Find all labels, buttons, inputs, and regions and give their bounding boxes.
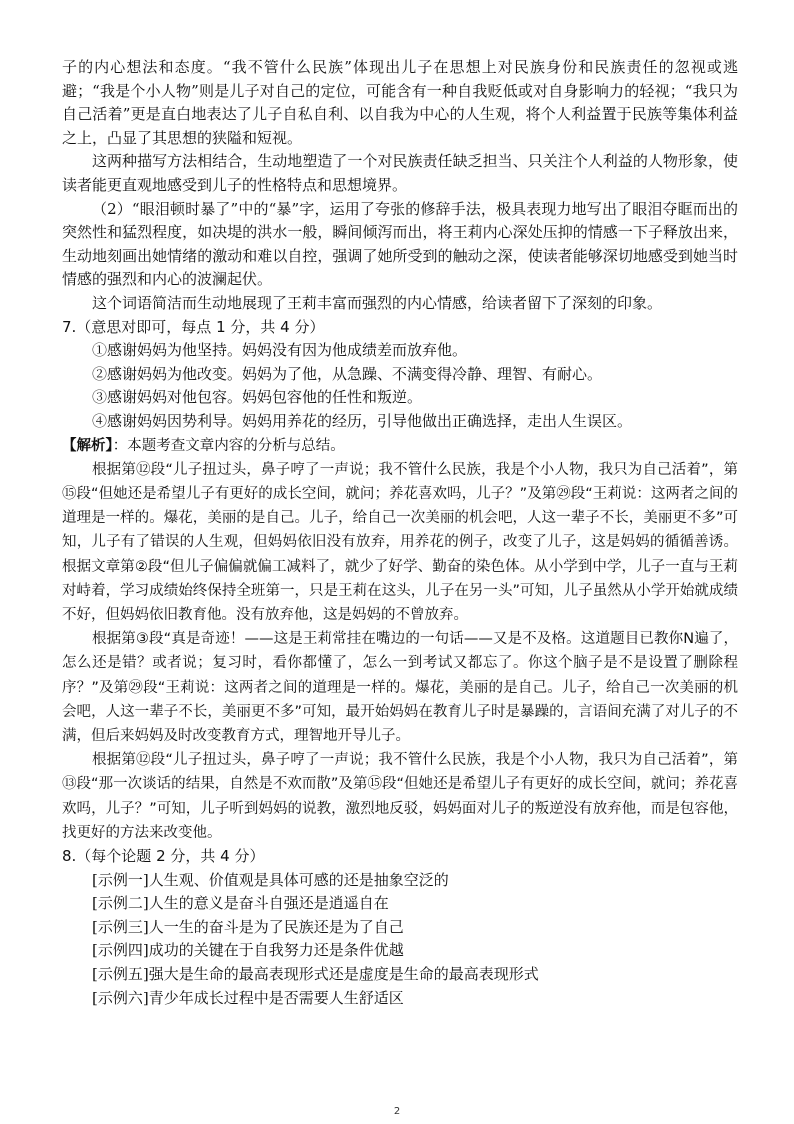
analysis-label: 【解析】	[62, 437, 113, 454]
question-7-header: 7.（意思对即可，每点 1 分，共 4 分）	[62, 317, 325, 336]
q8-example-1: [示例一]人生观、价值观是具体可感的还是抽象空泛的	[92, 870, 449, 889]
q7-analysis-paragraph-3: 根据第⑫段“儿子扭过头，鼻子哼了一声说；我不管什么民族，我是个小人物，我只为自己活着”，第⑬段“那一次谈话的结果，自然是不欢而散”及第⑮段“但她还是希望儿子有更好的成长空间，就问；养花喜欢吗，儿子？”可知，儿子听到妈妈的说教，激烈地反驳，妈妈面对儿子的叛逆没有放弃他，而是包容他，找更好的方法来改变他。	[62, 752, 738, 841]
q7-answer-1: ①感谢妈妈为他坚持。妈妈没有因为他成绩差而放弃他。	[92, 341, 468, 360]
intro-paragraph-4: 这个词语简洁而生动地展现了王莉丰富而强烈的内心情感，给读者留下了深刻的印象。	[92, 293, 663, 312]
q8-example-4: [示例四]成功的关键在于自我努力还是条件优越	[92, 941, 404, 960]
q8-example-5: [示例五]强大是生命的最高表现形式还是虚度是生命的最高表现形式	[92, 964, 539, 983]
q8-example-3: [示例三]人一生的奋斗是为了民族还是为了自己	[92, 917, 404, 936]
q7-analysis-paragraph-2: 根据第③段“真是奇迹！——这是王莉常挂在嘴边的一句话——又是不及格。这道题目已教你N遍了，怎么还是错？或者说；复习时，看你都懂了，怎么一到考试又都忘了。你这个脑子是不是设置了删除程序？”及第㉙段“王莉说：这两者之间的道理是一样的。爆花，美丽的是自己。儿子，给自己一次美丽的机会吧，人这一辈子不长，美丽更不多”可知，最开始妈妈在教育儿子时是暴躁的，言语间充满了对儿子的不满，但后来妈妈及时改变教育方式，理智地开导儿子。	[62, 631, 738, 744]
page-number: 2	[393, 1106, 401, 1117]
intro-paragraph-1: 子的内心想法和态度。“我不管什么民族”体现出儿子在思想上对民族身份和民族责任的忽视或逃避；“我是个小人物”则是儿子对自己的定位，可能含有一种自我贬低或对自身影响力的轻视；“我只为自己活着”更是直白地表达了儿子自私自利、以自我为中心的人生观，将个人利益置于民族等集体利益之上，凸显了其思想的狭隘和短视。	[62, 58, 738, 147]
q8-example-2: [示例二]人生的意义是奋斗自强还是逍遥自在	[92, 894, 389, 913]
intro-paragraph-3: （2）“眼泪顿时暴了”中的“暴”字，运用了夸张的修辞手法，极具表现力地写出了眼泪夺眶而出的突然性和猛烈程度，如决堤的洪水一般，瞬间倾泻而出，将王莉内心深处压抑的情感一下子释放出来，生动地刻画出她情绪的激动和难以自控，强调了她所受到的触动之深，使读者能够深切地感受到她当时情感的强烈和内心的波澜起伏。	[62, 199, 738, 289]
question-8-header: 8.（每个论题 2 分，共 4 分）	[62, 846, 265, 865]
q7-analysis-paragraph-1: 根据第⑫段“儿子扭过头，鼻子哼了一声说；我不管什么民族，我是个小人物，我只为自己活着”，第⑮段“但她还是希望儿子有更好的成长空间，就问；养花喜欢吗，儿子？”及第㉙段“王莉说：这两者之间的道理是一样的。爆花，美丽的是自己。儿子，给自己一次美丽的机会吧，人这一辈子不长，美丽更不多”可知，儿子有了错误的人生观，但妈妈依旧没有放弃，用养花的例子，改变了儿子，这是妈妈的循循善诱。根据文章第②段“但儿子偏偏就偏工减料了，就少了好学、勤奋的染色体。从小学到中学，儿子一直与王莉对峙着，学习成绩始终保持全班第一，只是王莉在这头，儿子在另一头”可知，儿子虽然从小学开始就成绩不好，但妈妈依旧教育他。没有放弃他，这是妈妈的不曾放弃。	[62, 461, 738, 623]
q7-analysis-intro	[62, 434, 738, 458]
q7-answer-3: ③感谢妈妈对他包容。妈妈包容他的任性和叛逆。	[92, 388, 423, 407]
q7-answer-4: ④感谢妈妈因势利导。妈妈用养花的经历，引导他做出正确选择，走出人生误区。	[92, 411, 633, 430]
q7-answer-2: ②感谢妈妈为他改变。妈妈为了他，从急躁、不满变得冷静、理智、有耐心。	[92, 364, 603, 383]
q8-example-6: [示例六]青少年成长过程中是否需要人生舒适区	[92, 988, 404, 1007]
intro-paragraph-2: 这两种描写方法相结合，生动地塑造了一个对民族责任缺乏担当、只关注个人利益的人物形象，使读者能更直观地感受到儿子的性格特点和思想境界。	[62, 152, 738, 194]
analysis-intro-text: ：本题考查文章内容的分析与总结。	[112, 437, 345, 454]
page-content	[62, 56, 738, 1010]
